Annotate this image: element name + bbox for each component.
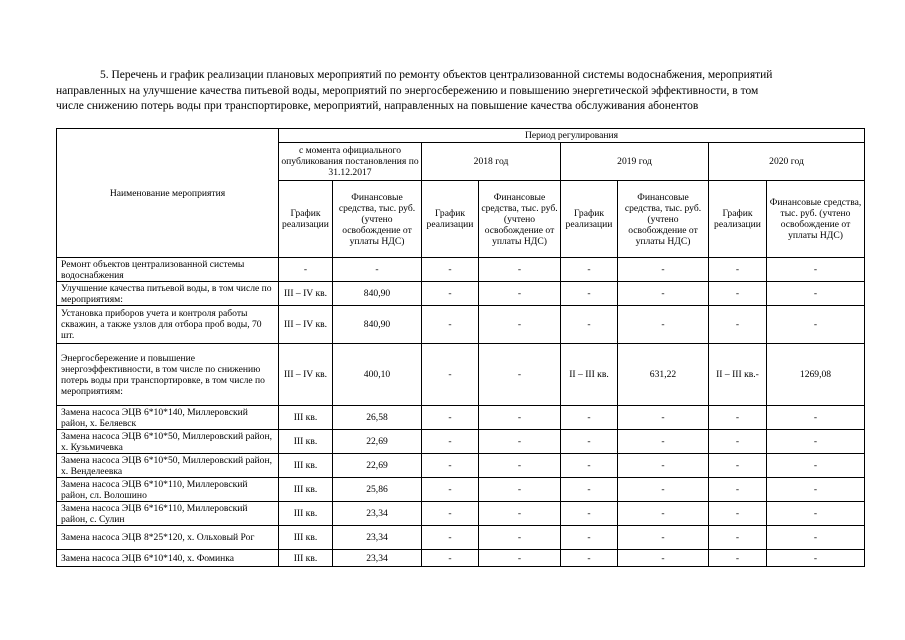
period-header-2020: 2020 год (709, 143, 865, 181)
finance-cell: 23,34 (333, 526, 422, 550)
measure-name-cell: Замена насоса ЭЦВ 6*16*110, Миллеровский район, с. Сулин (57, 502, 279, 526)
schedule-cell: - (561, 282, 618, 306)
finance-cell: - (618, 406, 709, 430)
schedule-cell: - (561, 526, 618, 550)
schedule-cell: - (561, 406, 618, 430)
measure-name-cell: Замена насоса ЭЦВ 8*25*120, х. Ольховый Рог (57, 526, 279, 550)
schedule-cell: - (561, 430, 618, 454)
finance-header: Финансовые средства, тыс. руб. (учтено освобождение от уплаты НДС) (333, 181, 422, 258)
finance-cell: - (618, 478, 709, 502)
finance-cell: 23,34 (333, 550, 422, 567)
schedule-cell: - (422, 454, 479, 478)
schedule-cell: - (709, 306, 767, 344)
finance-cell: - (618, 282, 709, 306)
finance-cell: - (618, 502, 709, 526)
finance-cell: - (767, 282, 865, 306)
finance-cell: - (479, 430, 561, 454)
schedule-cell: - (279, 258, 333, 282)
schedule-cell: II – III кв.- (709, 344, 767, 406)
finance-cell: - (767, 306, 865, 344)
schedule-cell: III – IV кв. (279, 306, 333, 344)
finance-cell: - (618, 430, 709, 454)
finance-cell: - (333, 258, 422, 282)
period-header-2017: с момента официального опубликования постановления по 31.12.2017 (279, 143, 422, 181)
schedule-cell: - (422, 282, 479, 306)
finance-header: Финансовые средства, тыс. руб. (учтено освобождение от уплаты НДС) (479, 181, 561, 258)
finance-cell: - (767, 478, 865, 502)
finance-cell: - (479, 258, 561, 282)
table-row (57, 502, 865, 526)
heading-line-1: 5. Перечень и график реализации плановых мероприятий по ремонту объектов централизованной системы водоснабжения, мероприятий (100, 69, 773, 81)
finance-cell: - (479, 454, 561, 478)
finance-cell: - (479, 478, 561, 502)
schedule-cell: III кв. (279, 406, 333, 430)
finance-cell: - (767, 526, 865, 550)
schedule-cell: - (422, 430, 479, 454)
measure-name-cell: Установка приборов учета и контроля работы скважин, а также узлов для отбора проб воды, 70 шт. (57, 306, 279, 344)
schedule-cell: III кв. (279, 478, 333, 502)
finance-cell: 25,86 (333, 478, 422, 502)
schedule-cell: - (709, 282, 767, 306)
period-header-2018: 2018 год (422, 143, 561, 181)
measure-name-cell: Замена насоса ЭЦВ 6*10*50, Миллеровский район, х. Кузьмичевка (57, 430, 279, 454)
schedule-cell: - (422, 502, 479, 526)
measure-name-cell: Ремонт объектов централизованной системы водоснабжения (57, 258, 279, 282)
finance-cell: - (479, 282, 561, 306)
heading-line-3: числе снижению потерь воды при транспортировке, мероприятий, направленных на повышение качества обслуживания абонентов (56, 100, 699, 112)
measure-name-cell: Замена насоса ЭЦВ 6*10*140, Миллеровский район, х. Беляевск (57, 406, 279, 430)
schedule-cell: - (561, 306, 618, 344)
schedule-cell: - (709, 526, 767, 550)
schedule-cell: - (561, 478, 618, 502)
schedule-cell: - (709, 478, 767, 502)
schedule-cell: - (709, 454, 767, 478)
section-heading (56, 68, 864, 115)
schedule-cell: III кв. (279, 430, 333, 454)
table-row (57, 478, 865, 502)
schedule-cell: - (709, 550, 767, 567)
schedule-cell: III – IV кв. (279, 282, 333, 306)
schedule-cell: - (422, 258, 479, 282)
finance-cell: 22,69 (333, 430, 422, 454)
finance-cell: - (479, 502, 561, 526)
table-row (57, 344, 865, 406)
schedule-cell: - (561, 258, 618, 282)
finance-cell: - (618, 306, 709, 344)
schedule-header: График реализации (561, 181, 618, 258)
schedule-cell: - (422, 550, 479, 567)
finance-cell: - (767, 454, 865, 478)
finance-cell: - (767, 406, 865, 430)
schedule-header: График реализации (422, 181, 479, 258)
schedule-cell: - (561, 454, 618, 478)
table-row (57, 306, 865, 344)
schedule-cell: III кв. (279, 502, 333, 526)
measure-name-cell: Замена насоса ЭЦВ 6*10*50, Миллеровский район, х. Венделеевка (57, 454, 279, 478)
schedule-cell: - (709, 502, 767, 526)
table-row (57, 406, 865, 430)
schedule-cell: III кв. (279, 550, 333, 567)
measure-name-cell: Улучшение качества питьевой воды, в том числе по мероприятиям: (57, 282, 279, 306)
schedule-header: График реализации (709, 181, 767, 258)
name-column-header: Наименование мероприятия (57, 129, 279, 258)
finance-cell: - (479, 406, 561, 430)
period-header: Период регулирования (279, 129, 865, 143)
finance-cell: 23,34 (333, 502, 422, 526)
finance-cell: - (767, 258, 865, 282)
table-row (57, 282, 865, 306)
schedule-cell: - (422, 344, 479, 406)
finance-cell: 26,58 (333, 406, 422, 430)
finance-cell: 840,90 (333, 306, 422, 344)
finance-cell: - (479, 344, 561, 406)
finance-cell: - (618, 258, 709, 282)
schedule-cell: - (709, 430, 767, 454)
finance-cell: - (479, 306, 561, 344)
finance-header: Финансовые средства, тыс. руб. (учтено освобождение от уплаты НДС) (618, 181, 709, 258)
measure-name-cell: Энергосбережение и повышение энергоэффективности, в том числе по снижению потерь воды при транспортировке, в том числе по мероприятиям: (57, 344, 279, 406)
finance-cell: - (618, 550, 709, 567)
finance-cell: - (767, 502, 865, 526)
table-row (57, 454, 865, 478)
finance-cell: 400,10 (333, 344, 422, 406)
finance-cell: 1269,08 (767, 344, 865, 406)
table-row (57, 526, 865, 550)
finance-cell: - (479, 526, 561, 550)
finance-cell: 631,22 (618, 344, 709, 406)
finance-cell: 840,90 (333, 282, 422, 306)
finance-cell: - (618, 526, 709, 550)
schedule-cell: - (422, 306, 479, 344)
table-row (57, 430, 865, 454)
schedule-header: График реализации (279, 181, 333, 258)
schedule-cell: III – IV кв. (279, 344, 333, 406)
period-header-2019: 2019 год (561, 143, 709, 181)
finance-header: Финансовые средства, тыс. руб. (учтено освобождение от уплаты НДС) (767, 181, 865, 258)
finance-cell: - (479, 550, 561, 567)
schedule-cell: III кв. (279, 454, 333, 478)
schedule-cell: - (422, 478, 479, 502)
table-row (57, 258, 865, 282)
schedule-cell: - (422, 406, 479, 430)
finance-cell: - (767, 550, 865, 567)
schedule-cell: - (709, 258, 767, 282)
heading-line-2: направленных на улучшение качества питьевой воды, мероприятий по энергосбережению и повышению энергетической эффективности, в том (56, 84, 759, 97)
finance-cell: 22,69 (333, 454, 422, 478)
finance-cell: - (767, 430, 865, 454)
table-row (57, 550, 865, 567)
schedule-cell: II – III кв. (561, 344, 618, 406)
schedule-cell: - (561, 502, 618, 526)
schedule-cell: - (709, 406, 767, 430)
schedule-cell: - (422, 526, 479, 550)
finance-cell: - (618, 454, 709, 478)
measures-table (56, 128, 865, 567)
measure-name-cell: Замена насоса ЭЦВ 6*10*110, Миллеровский район, сл. Волошино (57, 478, 279, 502)
measure-name-cell: Замена насоса ЭЦВ 6*10*140, х. Фоминка (57, 550, 279, 567)
schedule-cell: III кв. (279, 526, 333, 550)
schedule-cell: - (561, 550, 618, 567)
